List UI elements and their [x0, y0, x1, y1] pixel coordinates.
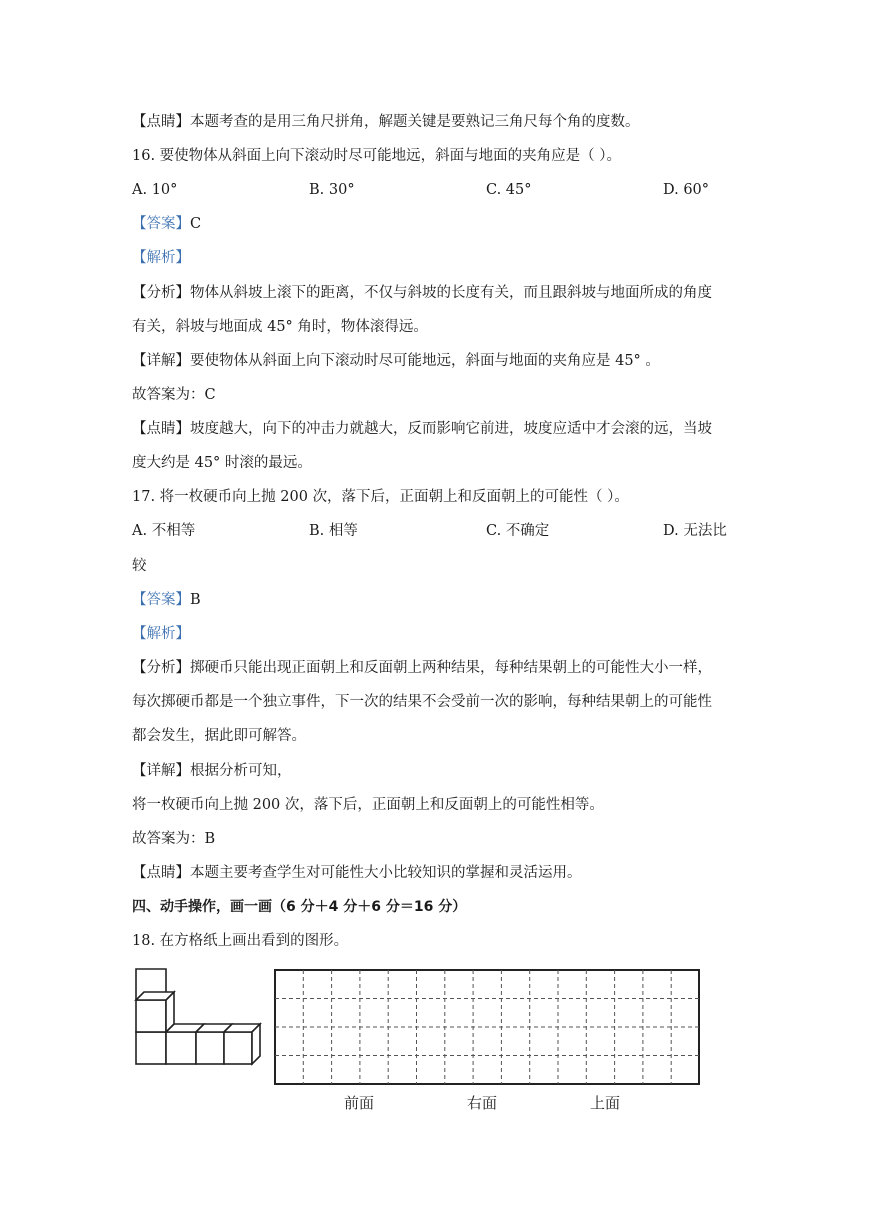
dianjing-text: 本题主要考查学生对可能性大小比较知识的掌握和灵活运用。	[190, 865, 582, 881]
question-18: 18. 在方格纸上画出看到的图形。	[132, 933, 349, 949]
answer-text: B	[190, 592, 201, 608]
q16-fenxi-2: 有关，斜坡与地面成 45° 角时，物体滚得远。	[132, 319, 428, 335]
q17-final: 故答案为：B	[132, 831, 216, 847]
answer-text: C	[190, 216, 202, 232]
q17-fenxi-2: 每次掷硬币都是一个独立事件，下一次的结果不会受前一次的影响，每种结果朝上的可能性	[132, 694, 712, 710]
q16-option-d: D. 60°	[663, 182, 710, 198]
q16-dianjing-2: 度大约是 45° 时滚的最远。	[132, 455, 312, 471]
question-17: 17. 将一枚硬币向上抛 200 次，落下后，正面朝上和反面朝上的可能性（ ）。	[132, 489, 629, 505]
q16-option-b: B. 30°	[309, 182, 355, 198]
tag-xiangjie: 【详解】	[132, 353, 190, 369]
drawing-grid	[274, 969, 701, 1086]
fenxi-text: 物体从斜坡上滚下的距离，不仅与斜坡的长度有关，而且跟斜坡与地面所成的角度	[190, 285, 712, 301]
q16-dianjing-1	[132, 419, 712, 439]
q16-fenxi-1	[132, 283, 712, 303]
q17-answer	[132, 590, 201, 610]
q17-xiangjie	[132, 761, 292, 781]
tag-fenxi: 【分析】	[132, 660, 190, 676]
tag-dianjing: 【点睛】	[132, 114, 190, 130]
label-front-view: 前面	[344, 1094, 375, 1112]
tag-answer: 【答案】	[132, 216, 190, 232]
section-heading: 四、动手操作，画一画（6 分＋4 分＋6 分＝16 分）	[132, 899, 467, 915]
fenxi-text: 掷硬币只能出现正面朝上和反面朝上两种结果，每种结果朝上的可能性大小一样，	[190, 660, 712, 676]
q17-option-b: B. 相等	[309, 523, 358, 539]
q17-fenxi-1	[132, 658, 712, 678]
dianjing-text: 本题考查的是用三角尺拼角，解题关键是要熟记三角尺每个角的度数。	[190, 114, 640, 130]
q17-fenxi-3: 都会发生，据此即可解答。	[132, 728, 306, 744]
cube-stack-icon	[136, 969, 260, 1064]
q16-jiexi: 【解析】	[132, 250, 190, 266]
q17-dianjing	[132, 863, 582, 883]
q17-jiexi: 【解析】	[132, 626, 190, 642]
label-right-view: 右面	[467, 1094, 498, 1112]
q16-option-a: A. 10°	[132, 182, 178, 198]
label-top-view: 上面	[590, 1094, 621, 1112]
q17-option-a: A. 不相等	[132, 523, 196, 539]
q16-option-c: C. 45°	[486, 182, 532, 198]
tag-answer: 【答案】	[132, 592, 190, 608]
question-16: 16. 要使物体从斜面上向下滚动时尽可能地远，斜面与地面的夹角应是（ ）。	[132, 148, 622, 164]
tag-dianjing: 【点睛】	[132, 865, 190, 881]
xiangjie-text: 要使物体从斜面上向下滚动时尽可能地远，斜面与地面的夹角应是 45° 。	[190, 353, 660, 369]
q16-final: 故答案为：C	[132, 387, 216, 403]
dianjing-line-prev	[132, 112, 640, 132]
tag-xiangjie: 【详解】	[132, 763, 190, 779]
q17-option-d: D. 无法比	[663, 523, 727, 539]
xiangjie-text: 根据分析可知，	[190, 763, 292, 779]
q16-xiangjie	[132, 351, 660, 371]
tag-fenxi: 【分析】	[132, 285, 190, 301]
q17-option-c: C. 不确定	[486, 523, 550, 539]
q16-answer	[132, 214, 201, 234]
tag-dianjing: 【点睛】	[132, 421, 190, 437]
q17-option-wrap: 较	[132, 558, 147, 574]
dianjing-text: 坡度越大，向下的冲击力就越大，反而影响它前进，坡度应适中才会滚的远，当坡	[190, 421, 712, 437]
q17-xiangjie-2: 将一枚硬币向上抛 200 次，落下后，正面朝上和反面朝上的可能性相等。	[132, 797, 604, 813]
